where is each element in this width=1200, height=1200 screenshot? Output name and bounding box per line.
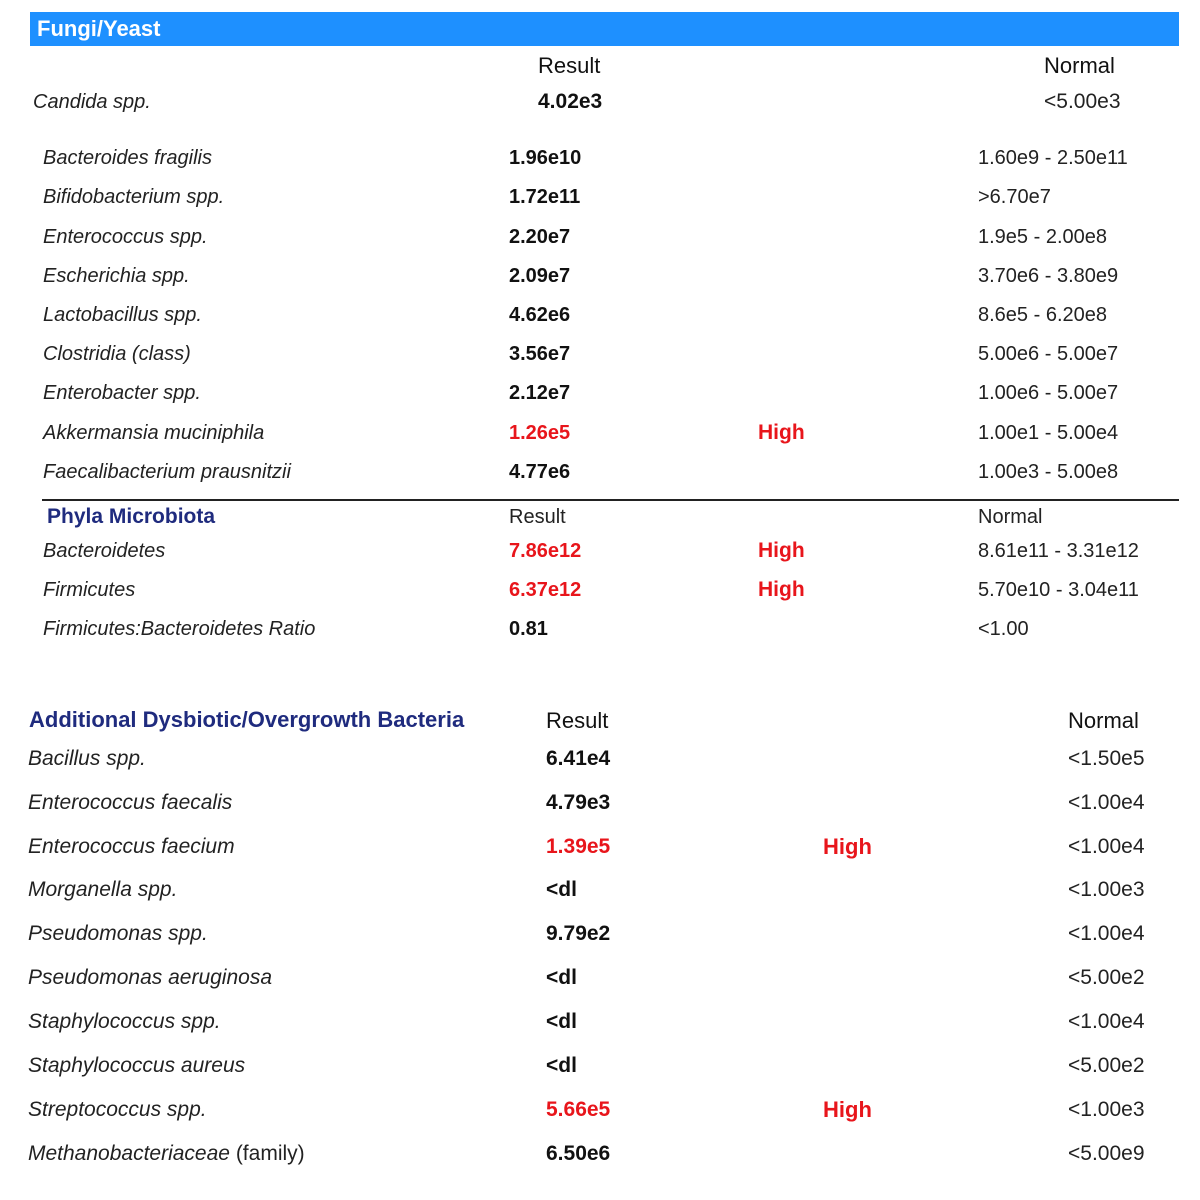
result-value: <dl: [546, 878, 577, 901]
organism-name: Bacteroidetes: [43, 540, 166, 562]
result-value: <dl: [546, 1054, 577, 1077]
organism-name: Candida spp.: [33, 91, 151, 113]
result-value: <dl: [546, 1010, 577, 1033]
result-value: 6.37e12: [509, 579, 582, 601]
organism-name: Escherichia spp.: [43, 265, 190, 287]
organism-name: Enterococcus spp.: [43, 226, 208, 248]
result-value: 0.81: [509, 618, 548, 640]
normal-range: 1.00e3 - 5.00e8: [978, 461, 1119, 483]
normal-range: >6.70e7: [978, 186, 1051, 208]
result-value: 1.96e10: [509, 147, 582, 169]
high-flag: High: [758, 421, 805, 444]
normal-range: 5.00e6 - 5.00e7: [978, 343, 1119, 365]
normal-range: 5.70e10 - 3.04e11: [978, 579, 1139, 601]
high-flag: High: [823, 1097, 872, 1122]
phyla-result-header: Result: [509, 506, 566, 528]
organism-name: Enterobacter spp.: [43, 382, 201, 404]
organism-name: Streptococcus spp.: [28, 1098, 207, 1121]
normal-range: <5.00e2: [1068, 1054, 1145, 1077]
normal-range: 3.70e6 - 3.80e9: [978, 265, 1119, 287]
organism-name: Faecalibacterium prausnitzii: [43, 461, 291, 483]
result-value: 6.50e6: [546, 1142, 611, 1165]
result-value: 2.12e7: [509, 382, 571, 404]
normal-range: <5.00e3: [1044, 90, 1121, 113]
organism-name-suffix: (family): [229, 1142, 305, 1165]
section-divider: [42, 499, 1179, 501]
result-value: 4.77e6: [509, 461, 571, 483]
high-flag: High: [758, 539, 805, 562]
result-value: 2.20e7: [509, 226, 571, 248]
dysbiotic-section-title: Additional Dysbiotic/Overgrowth Bacteria: [29, 707, 465, 732]
normal-range: 1.00e6 - 5.00e7: [978, 382, 1119, 404]
normal-range: <1.00e4: [1068, 922, 1145, 945]
normal-range: 8.61e11 - 3.31e12: [978, 540, 1139, 562]
normal-range: <1.00e3: [1068, 1098, 1145, 1121]
organism-name: Enterococcus faecium: [28, 835, 235, 858]
organism-name: Bacteroides fragilis: [43, 147, 212, 169]
organism-name: Firmicutes: [43, 579, 136, 601]
result-value: 1.39e5: [546, 835, 611, 858]
result-value: 9.79e2: [546, 922, 611, 945]
normal-range: 1.00e1 - 5.00e4: [978, 422, 1119, 444]
organism-name: Firmicutes:Bacteroidetes Ratio: [43, 618, 316, 640]
dysbiotic-result-header: Result: [546, 708, 609, 733]
fungi-normal-header: Normal: [1044, 53, 1115, 78]
result-value: 1.72e11: [509, 186, 581, 208]
result-value: 4.62e6: [509, 304, 571, 326]
normal-range: <1.00e4: [1068, 791, 1145, 814]
result-value: 4.02e3: [538, 90, 603, 113]
organism-name: Staphylococcus spp.: [28, 1010, 221, 1033]
organism-name: Clostridia (class): [43, 343, 191, 365]
organism-name: Lactobacillus spp.: [43, 304, 202, 326]
normal-range: <1.00e4: [1068, 1010, 1145, 1033]
normal-range: 1.9e5 - 2.00e8: [978, 226, 1107, 248]
fungi-yeast-header-bar: [30, 12, 1179, 46]
result-value: 1.26e5: [509, 422, 571, 444]
organism-name: Akkermansia muciniphila: [43, 422, 265, 444]
high-flag: High: [823, 834, 872, 859]
fungi-result-header: Result: [538, 53, 601, 78]
result-value: 2.09e7: [509, 265, 571, 287]
result-value: 6.41e4: [546, 747, 611, 770]
normal-range: <5.00e2: [1068, 966, 1145, 989]
organism-name: Pseudomonas aeruginosa: [28, 966, 273, 989]
fungi-yeast-title: Fungi/Yeast: [37, 16, 161, 41]
organism-name: Enterococcus faecalis: [28, 791, 233, 814]
normal-range: <1.00e4: [1068, 835, 1145, 858]
normal-range: <1.00: [978, 618, 1029, 640]
organism-name: [28, 1141, 305, 1167]
organism-name: Bifidobacterium spp.: [43, 186, 225, 208]
normal-range: <1.00e3: [1068, 878, 1145, 901]
organism-name: Morganella spp.: [28, 878, 178, 901]
organism-name: Staphylococcus aureus: [28, 1054, 246, 1077]
high-flag: High: [758, 578, 805, 601]
organism-name: Bacillus spp.: [28, 747, 146, 770]
dysbiotic-normal-header: Normal: [1068, 708, 1139, 733]
normal-range: 1.60e9 - 2.50e11: [978, 147, 1128, 169]
result-value: 3.56e7: [509, 343, 571, 365]
normal-range: <1.50e5: [1068, 747, 1145, 770]
organism-name: Pseudomonas spp.: [28, 922, 208, 945]
organism-name-italic: Methanobacteriaceae: [28, 1142, 230, 1165]
phyla-section-title: Phyla Microbiota: [47, 505, 216, 528]
result-value: 5.66e5: [546, 1098, 611, 1121]
normal-range: 8.6e5 - 6.20e8: [978, 304, 1107, 326]
result-value: 4.79e3: [546, 791, 611, 814]
result-value: <dl: [546, 966, 577, 989]
normal-range: <5.00e9: [1068, 1142, 1145, 1165]
result-value: 7.86e12: [509, 540, 582, 562]
phyla-normal-header: Normal: [978, 506, 1043, 528]
